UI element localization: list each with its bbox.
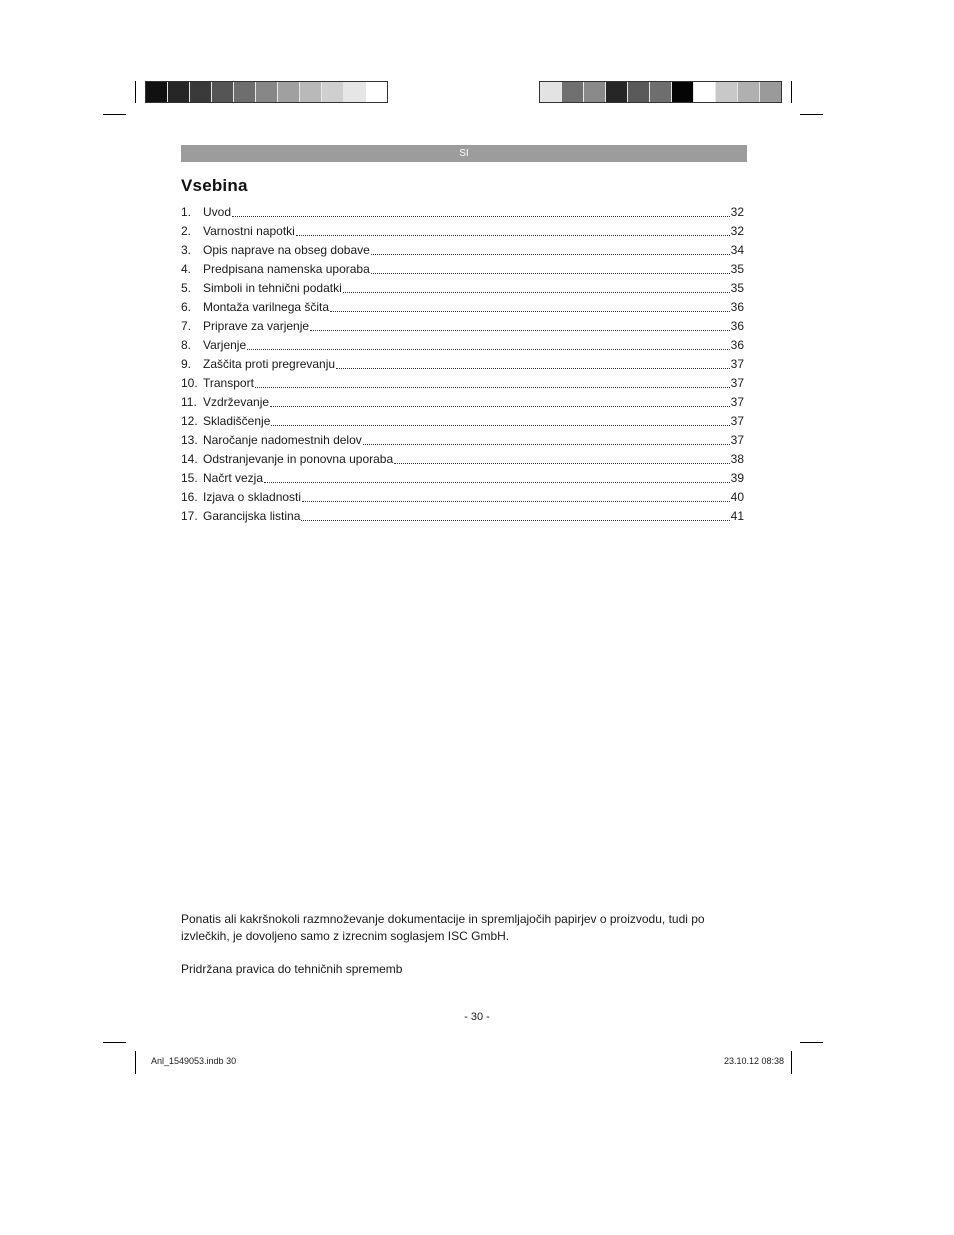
- toc-entry-label: Priprave za varjenje: [203, 319, 310, 333]
- toc-entry-page: 38: [730, 452, 744, 466]
- crop-mark-top-right-vertical: [791, 81, 792, 103]
- toc-entry: [181, 374, 744, 393]
- toc-entry-number: 6.: [181, 300, 192, 314]
- toc-entry: [181, 469, 744, 488]
- toc-entry-number: 11.: [181, 395, 197, 409]
- crop-mark-bottom-right-horizontal: [800, 1042, 823, 1043]
- toc-entry-page: 37: [730, 357, 744, 371]
- toc-entry-label: Uvod: [203, 205, 232, 219]
- toc-entry: [181, 260, 744, 279]
- toc-entry-number: 14.: [181, 452, 198, 466]
- toc-dot-leader: [371, 260, 730, 274]
- toc-dot-leader: [394, 450, 730, 464]
- footer-file-info: Anl_1549053.indb 30: [151, 1056, 237, 1066]
- toc-entry-page: 35: [730, 281, 744, 295]
- toc-dot-leader: [247, 336, 730, 350]
- left-strip-swatch: [234, 82, 256, 102]
- toc-entry: [181, 393, 744, 412]
- toc-entry-number: 8.: [181, 338, 192, 352]
- crop-mark-top-left-horizontal: [103, 114, 126, 115]
- toc-entry: [181, 412, 744, 431]
- toc-dot-leader: [343, 279, 730, 293]
- left-strip-swatch: [190, 82, 212, 102]
- toc-entry-label: Odstranjevanje in ponovna uporaba: [203, 452, 394, 466]
- toc-dot-leader: [330, 298, 730, 312]
- toc-dot-leader: [371, 241, 730, 255]
- toc-entry-label: Vzdrževanje: [203, 395, 270, 409]
- page-number: - 30 -: [464, 1011, 490, 1023]
- crop-mark-top-right-horizontal: [800, 114, 823, 115]
- toc-entry: [181, 488, 744, 507]
- toc-entry: [181, 355, 744, 374]
- right-strip-swatch: [606, 82, 628, 102]
- toc-entry-page: 36: [730, 338, 744, 352]
- toc-dot-leader: [336, 355, 730, 369]
- toc-entry-page: 39: [730, 471, 744, 485]
- toc-dot-leader: [363, 431, 730, 445]
- toc-entry-label: Varnostni napotki: [203, 224, 295, 238]
- toc-dot-leader: [255, 374, 730, 388]
- toc-entry: [181, 298, 744, 317]
- toc-entry-number: 2.: [181, 224, 192, 238]
- crop-mark-top-left-vertical: [135, 81, 136, 103]
- color-calibration-strip-left: [145, 81, 388, 103]
- toc-entry-label: Montaža varilnega ščita: [203, 300, 330, 314]
- toc-entry-label: Garancijska listina: [203, 509, 301, 523]
- left-strip-swatch: [344, 82, 366, 102]
- toc-dot-leader: [264, 469, 730, 483]
- toc-entry-number: 1.: [181, 205, 192, 219]
- toc-entry: [181, 450, 744, 469]
- toc-entry-number: 5.: [181, 281, 192, 295]
- toc-entry-number: 9.: [181, 357, 192, 371]
- toc-entry: [181, 222, 744, 241]
- right-strip-swatch: [716, 82, 738, 102]
- footer-datetime: 23.10.12 08:38: [723, 1056, 784, 1066]
- toc-entry-page: 37: [730, 414, 744, 428]
- toc-entry-number: 12.: [181, 414, 198, 428]
- toc-entry-label: Transport: [203, 376, 254, 390]
- technical-changes-notice: Pridržana pravica do tehničnih sprememb: [181, 962, 403, 976]
- right-strip-swatch: [760, 82, 781, 102]
- left-strip-swatch: [146, 82, 168, 102]
- toc-entry-label: Zaščita proti pregrevanju: [203, 357, 336, 371]
- toc-entry-page: 37: [730, 395, 744, 409]
- toc-entry-number: 10.: [181, 376, 198, 390]
- crop-mark-bottom-right-vertical: [791, 1051, 792, 1074]
- right-strip-swatch: [584, 82, 606, 102]
- toc-entry-label: Opis naprave na obseg dobave: [203, 243, 370, 257]
- right-strip-swatch: [562, 82, 584, 102]
- toc-entry-label: Načrt vezja: [203, 471, 264, 485]
- left-strip-swatch: [366, 82, 387, 102]
- toc-dot-leader: [232, 203, 730, 217]
- crop-mark-bottom-left-horizontal: [103, 1042, 126, 1043]
- toc-entry-page: 41: [730, 509, 744, 523]
- toc-entry-number: 3.: [181, 243, 192, 257]
- toc-entry-number: 4.: [181, 262, 192, 276]
- left-strip-swatch: [300, 82, 322, 102]
- left-strip-swatch: [322, 82, 344, 102]
- right-strip-swatch: [738, 82, 760, 102]
- toc-entry-label: Simboli in tehnični podatki: [203, 281, 342, 295]
- right-strip-swatch: [540, 82, 562, 102]
- color-calibration-strip-right: [539, 81, 782, 103]
- left-strip-swatch: [278, 82, 300, 102]
- right-strip-swatch: [650, 82, 672, 102]
- toc-dot-leader: [301, 507, 729, 521]
- language-bar: [181, 145, 747, 162]
- left-strip-swatch: [256, 82, 278, 102]
- toc-entry: [181, 317, 744, 336]
- toc-entry-number: 15.: [181, 471, 198, 485]
- toc-entry: [181, 203, 744, 222]
- toc-entry-page: 37: [730, 433, 744, 447]
- toc-entry-page: 37: [730, 376, 744, 390]
- crop-mark-bottom-left-vertical: [135, 1051, 136, 1074]
- toc-entry-number: 13.: [181, 433, 198, 447]
- toc-entry-label: Naročanje nadomestnih delov: [203, 433, 362, 447]
- left-strip-swatch: [212, 82, 234, 102]
- toc-entry-page: 36: [730, 300, 744, 314]
- toc-entry-page: 32: [730, 205, 744, 219]
- toc-entry: [181, 507, 744, 526]
- toc-dot-leader: [296, 222, 730, 236]
- toc-entry-number: 16.: [181, 490, 198, 504]
- copyright-notice: Ponatis ali kakršnokoli razmnoževanje dokumentacije in spremljajočih papirjev o proizvodu, tudi po izvlečkih, je dovoljeno samo z izrecnim soglasjem ISC GmbH.: [181, 912, 705, 943]
- toc-dot-leader: [270, 393, 730, 407]
- left-strip-swatch: [168, 82, 190, 102]
- table-of-contents: [181, 203, 744, 526]
- language-tag: SI: [459, 148, 469, 159]
- toc-entry-page: 32: [730, 224, 744, 238]
- toc-entry-page: 40: [730, 490, 744, 504]
- toc-entry: [181, 241, 744, 260]
- toc-entry-page: 35: [730, 262, 744, 276]
- toc-entry-label: Skladiščenje: [203, 414, 271, 428]
- toc-entry-page: 34: [730, 243, 744, 257]
- toc-entry-number: 7.: [181, 319, 192, 333]
- toc-entry-label: Predpisana namenska uporaba: [203, 262, 370, 276]
- toc-entry: [181, 336, 744, 355]
- toc-entry-page: 36: [730, 319, 744, 333]
- right-strip-swatch: [694, 82, 716, 102]
- toc-entry-number: 17.: [181, 509, 198, 523]
- toc-title: Vsebina: [181, 176, 248, 195]
- toc-dot-leader: [302, 488, 730, 502]
- toc-entry-label: Izjava o skladnosti: [203, 490, 302, 504]
- toc-entry: [181, 431, 744, 450]
- toc-dot-leader: [271, 412, 729, 426]
- toc-dot-leader: [310, 317, 730, 331]
- toc-entry: [181, 279, 744, 298]
- right-strip-swatch: [628, 82, 650, 102]
- right-strip-swatch: [672, 82, 694, 102]
- toc-entry-label: Varjenje: [203, 338, 247, 352]
